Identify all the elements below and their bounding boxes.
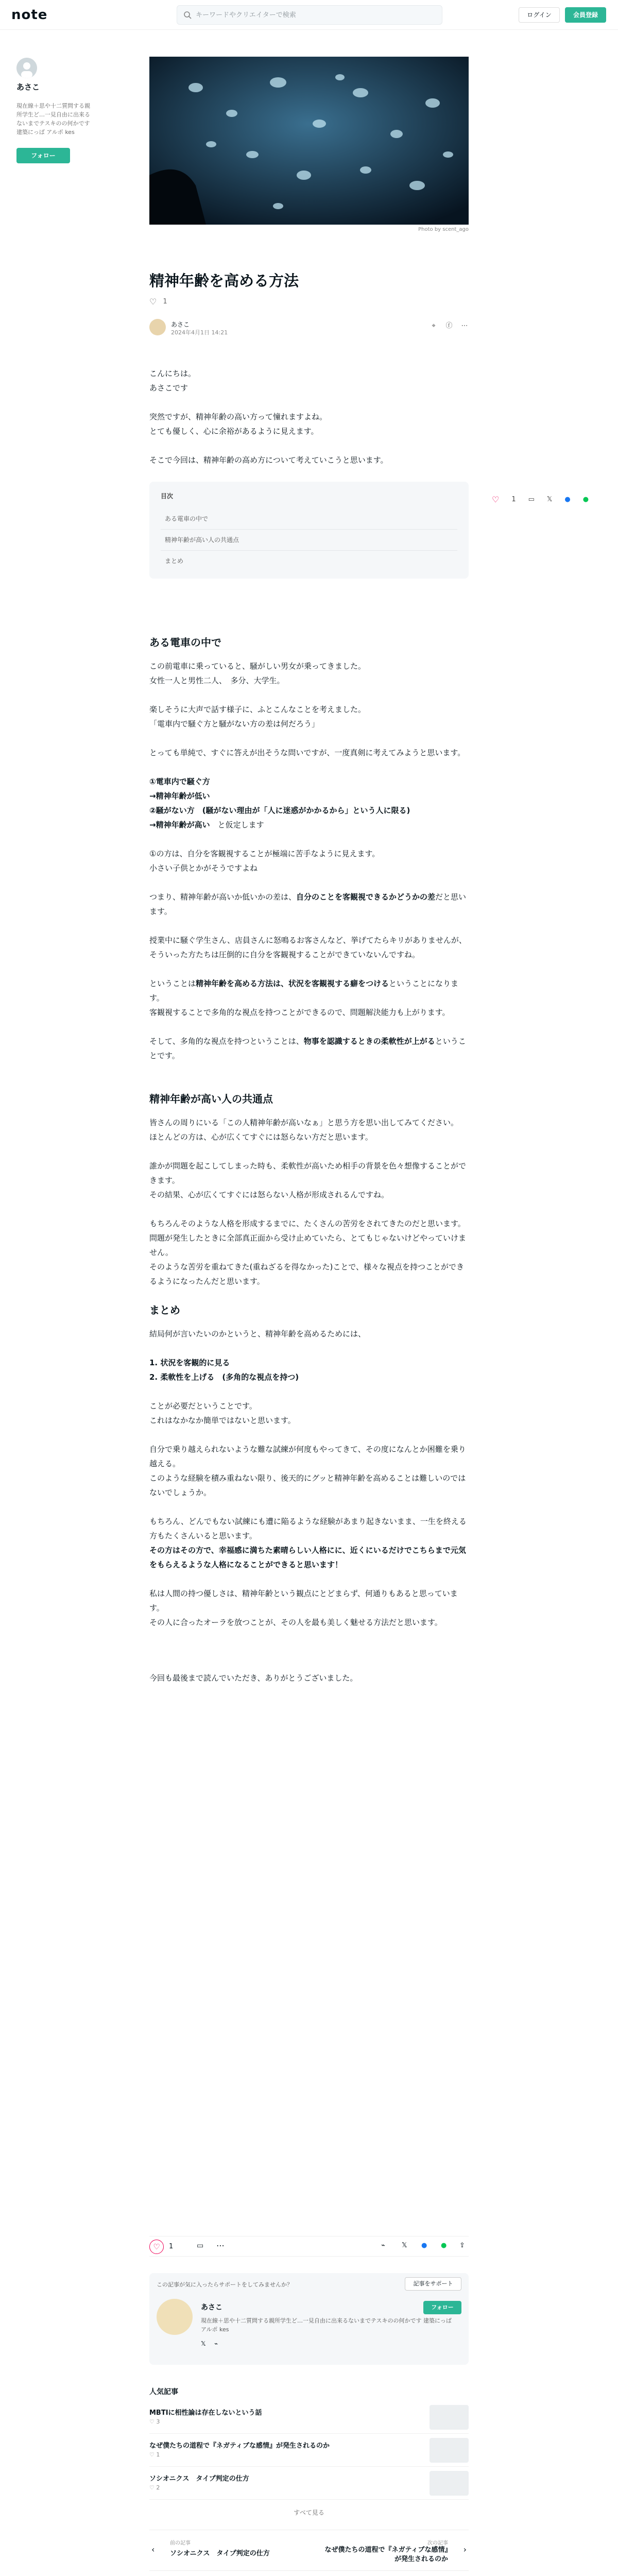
table-of-contents — [149, 482, 469, 579]
support-button[interactable]: 記事をサポート — [405, 2277, 461, 2291]
heart-icon[interactable]: ♡ — [492, 495, 500, 504]
section-heading: まとめ — [149, 1304, 180, 1316]
login-button[interactable]: ログイン — [519, 7, 560, 23]
paragraph: ②騒がない方 (騒がない理由が「人に迷惑がかかるから」という人に限る) — [149, 806, 410, 815]
paragraph: →精神年齢が低い — [149, 791, 210, 801]
comment-icon[interactable]: ▭ — [197, 2242, 204, 2250]
signup-button[interactable]: 会員登録 — [565, 7, 606, 23]
section-heading: 精神年齢が高い人の共通点 — [149, 1093, 273, 1105]
article-body — [149, 366, 469, 1685]
search-input[interactable] — [196, 6, 433, 24]
link-icon[interactable]: ⌁ — [214, 2340, 218, 2347]
facebook-icon[interactable]: ⓕ — [445, 322, 453, 330]
list-item[interactable] — [149, 2467, 469, 2500]
list-item: 2. 柔軟性を上げる (多角的な視点を持つ) — [149, 1372, 299, 1382]
heart-icon: ♡ — [149, 2418, 157, 2425]
popular-title[interactable]: MBTIに相性論は存在しないという話 — [149, 2409, 262, 2417]
author-sidebar — [16, 58, 94, 163]
paragraph: 結局何が言いたいのかというと、精神年齢を高めるためには、 — [149, 1329, 366, 1338]
heart-icon[interactable]: ♡ — [149, 297, 157, 307]
thumbnail[interactable] — [430, 2405, 469, 2430]
share-icon[interactable]: ⇪ — [459, 2242, 465, 2249]
x-icon[interactable]: 𝕏 — [402, 2242, 407, 2249]
paragraph: その人に合ったオーラを放つことが、その人を最も美しく魅せる方法だと思います。 — [149, 1618, 442, 1627]
paragraph: ということです。 — [149, 1037, 466, 1060]
toc-item[interactable]: まとめ — [165, 557, 184, 565]
follow-button[interactable]: フォロー — [423, 2301, 461, 2314]
facebook-icon[interactable]: ● — [421, 2242, 427, 2249]
section-heading: 人気記事 — [149, 2388, 178, 2396]
jellyfish-photo — [149, 57, 469, 225]
paragraph: 今回も最後まで読んでいただき、ありがとうございました。 — [149, 1673, 358, 1683]
toc-item[interactable]: 精神年齢が高い人の共通点 — [161, 530, 457, 551]
title-like-row — [149, 297, 469, 307]
emphasis: その方はその方で、幸福感に満ちた素晴らしい人格にに、近くにいるだけでこちらまで元気をもらえるような人格になることができると思います！ — [149, 1546, 466, 1569]
emphasis: 物事を認識するときの柔軟性が上がる — [303, 1037, 435, 1046]
share-icons — [430, 322, 469, 330]
like-count: 1 — [156, 2451, 160, 2458]
paragraph: もちろん、どんでもない試練にも遭に陥るような経験があまり起きないまま、一生を終える方もたくさんいると思います。 — [149, 1517, 467, 1540]
section-heading: ある電車の中で — [149, 636, 221, 649]
thumbnail[interactable] — [430, 2471, 469, 2496]
paragraph: 授業中に騒ぐ学生さん、店員さんに怒鳴るお客さんなど、挙げてたらキリがありませんが、そういった方たちは圧倒的に自分を客観視することができていないんですね。 — [149, 936, 467, 959]
paragraph: ということは — [149, 979, 196, 988]
see-all-link[interactable]: すべて見る — [294, 2509, 324, 2516]
heart-icon: ♡ — [149, 2451, 157, 2458]
author-name[interactable]: あさこ — [16, 82, 40, 92]
like-count: 1 — [511, 496, 516, 503]
search-icon — [183, 11, 192, 19]
paragraph: 「電車内で騒ぐ方と騒がない方の差は何だろう」 — [149, 719, 320, 728]
paragraph: 自分で乗り越えられないような難な試練が何度もやってきて、その度になんとか困難を乗り越える。 — [149, 1445, 466, 1468]
paragraph: 女性一人と男性二人、 多分、大学生。 — [149, 676, 285, 685]
paragraph: 誰かが問題を起こしてしまった時も、柔軟性が高いため相手の背景を色々想像することができます。 — [149, 1161, 467, 1185]
paragraph: →精神年齢が高い — [149, 820, 210, 829]
publish-date: 2024年4月1日 14:21 — [171, 329, 228, 336]
avatar[interactable] — [16, 58, 37, 78]
comment-icon[interactable]: ▭ — [528, 496, 535, 503]
next-title[interactable]: なぜ僕たちの道程で『ネガティブな感情』が発生されるのか — [324, 2546, 448, 2563]
emphasis: 自分のことを客観視できるかどうかの差 — [296, 892, 436, 902]
paragraph: そこで今回は、精神年齢の高め方について考えていこうと思います。 — [149, 455, 388, 465]
paragraph: ①の方は、自分を客観視することが極端に苦手なように見えます。 — [149, 849, 380, 858]
paragraph: 小さい子供とかがそうですよね — [149, 863, 258, 873]
paragraph: こんにちは。 — [149, 369, 196, 378]
prev-label: 前の記事 — [170, 2540, 191, 2546]
chevron-right-icon[interactable]: › — [463, 2545, 467, 2554]
popular-title[interactable]: なぜ僕たちの道程で『ネガティブな感情』が発生されるのか — [149, 2442, 330, 2450]
author-name[interactable]: あさこ — [201, 2303, 222, 2312]
chevron-left-icon[interactable]: ‹ — [151, 2545, 155, 2554]
more-icon[interactable]: ⋯ — [461, 322, 468, 330]
author-avatar[interactable] — [157, 2299, 193, 2335]
paragraph: 客観視することで多角的な視点を持つことができるので、問題解決能力も上がります。 — [149, 1008, 450, 1017]
magnet-icon[interactable]: ⌖ — [432, 322, 436, 330]
link-icon[interactable]: ⌁ — [381, 2242, 385, 2249]
paragraph: この前電車に乗っていると、騒がしい男女が乗ってきました。 — [149, 662, 366, 671]
paragraph: そして、多角的な視点を持つということは、 — [149, 1037, 304, 1046]
paragraph: とっても単純で、すぐに答えが出そうな問いですが、一度真剣に考えてみようと思います。 — [149, 748, 466, 757]
paragraph: このような経験を積み重ねない限り、後天的にグッと精神年齢を高めることは難しいのではないでしょうか。 — [149, 1473, 466, 1497]
list-item[interactable] — [149, 2401, 469, 2434]
thumbnail[interactable] — [430, 2438, 469, 2463]
paragraph: とても優しく、心に余裕があるように見えます。 — [149, 427, 319, 436]
line-icon[interactable]: ● — [582, 496, 589, 503]
author-bio: 現在線＋思や十二質問する親所学生ど…一見自由に出来るないまでテスキのの何かです 建築にっば アルポ kes — [16, 103, 90, 135]
site-header — [0, 0, 618, 30]
x-icon[interactable]: 𝕏 — [546, 496, 553, 503]
like-count: 1 — [163, 298, 167, 306]
like-count: 3 — [156, 2418, 160, 2425]
article — [149, 57, 469, 1700]
paragraph: 皆さんの周りにいる「この人精神年齢が高いなぁ」と思う方を思い出してみてください。 — [149, 1118, 459, 1127]
follow-button[interactable]: フォロー — [16, 148, 70, 163]
author-bio: 現在線＋思や十二質問する親所学生ど…一見自由に出来るないまでテスキのの何かです 建築にっば アルポ kes — [201, 2317, 452, 2333]
paragraph: 楽しそうに大声で話す様子に、ふとこんなことを考えました。 — [149, 705, 366, 714]
paragraph: もちろんそのような人格を形成するまでに、たくさんの苦労をされてきたのだと思います。 — [149, 1219, 466, 1228]
article-title: 精神年齢を高める方法 — [149, 272, 299, 290]
toc-heading[interactable]: 目次 — [161, 493, 174, 500]
heart-icon: ♡ — [149, 2484, 157, 2491]
prev-title[interactable]: ソシオニクス タイプ判定の仕方 — [170, 2550, 270, 2557]
toc-item[interactable]: ある電車の中で — [161, 509, 457, 530]
paragraph: ほとんどの方は、心が広くてすぐには怒らない方だと思います。 — [149, 1132, 373, 1142]
photo-credit[interactable]: Photo by scent_ago — [418, 227, 469, 232]
x-icon[interactable]: 𝕏 — [201, 2340, 206, 2347]
next-label: 次の記事 — [427, 2540, 448, 2546]
paragraph: だと思います。 — [149, 892, 467, 916]
list-item[interactable] — [149, 2434, 469, 2467]
note-logo[interactable]: note — [11, 7, 48, 23]
popular-articles — [149, 2386, 469, 2517]
emphasis: 精神年齢を高める方法は、状況を客観視する癖をつける — [196, 979, 389, 988]
article-actions — [149, 2236, 469, 2257]
support-label: この記事が気に入ったらサポートをしてみませんか？ — [157, 2281, 293, 2288]
author-row — [149, 317, 469, 337]
facebook-icon[interactable]: ● — [564, 496, 571, 503]
popular-title[interactable]: ソシオニクス タイプ判定の仕方 — [149, 2475, 249, 2483]
list-item: 1. 状況を客観的に見る — [149, 1358, 230, 1367]
floating-action-bar — [492, 495, 589, 504]
heart-icon[interactable]: ♡ — [149, 2240, 164, 2254]
more-icon[interactable]: ⋯ — [216, 2241, 225, 2250]
paragraph: あさこです — [149, 383, 188, 393]
paragraph: そのような苦労を重ねてきた(重ねざるを得なかった)ことで、様々な視点を持つことができるようになったんだと思います。 — [149, 1262, 465, 1286]
avatar-image — [16, 58, 37, 78]
paragraph: 私は人間の持つ優しさは、精神年齢という観点にとどまらず、何通りもあると思っています。 — [149, 1589, 458, 1613]
paragraph: 問題が発生したときに全部真正面から受け止めていたら、とてもじゃないけどやっていけません。 — [149, 1233, 467, 1257]
paragraph: その結果、心が広くてすぐには怒らない人格が形成されるんですね。 — [149, 1190, 389, 1199]
support-box — [149, 2273, 469, 2365]
paragraph: これはなかなか簡単ではないと思います。 — [149, 1416, 296, 1425]
like-count: 1 — [169, 2243, 174, 2250]
hero-image — [149, 57, 469, 225]
prev-next-nav — [149, 2530, 469, 2571]
line-icon[interactable]: ● — [441, 2242, 447, 2249]
paragraph: ことが必要だということです。 — [149, 1401, 257, 1411]
author-name[interactable]: あさこ — [171, 321, 190, 328]
like-count: 2 — [156, 2484, 160, 2491]
paragraph: 突然ですが、精神年齢の高い方って憧れますよね。 — [149, 412, 328, 421]
paragraph: ①電車内で騒ぐ方 — [149, 777, 210, 786]
author-avatar[interactable] — [149, 319, 166, 335]
search-box[interactable] — [177, 5, 442, 25]
paragraph: と仮定します — [217, 820, 264, 829]
paragraph: つまり、精神年齢が高いか低いかの差は、 — [149, 892, 297, 902]
paragraph: ということになります。 — [149, 979, 459, 1003]
